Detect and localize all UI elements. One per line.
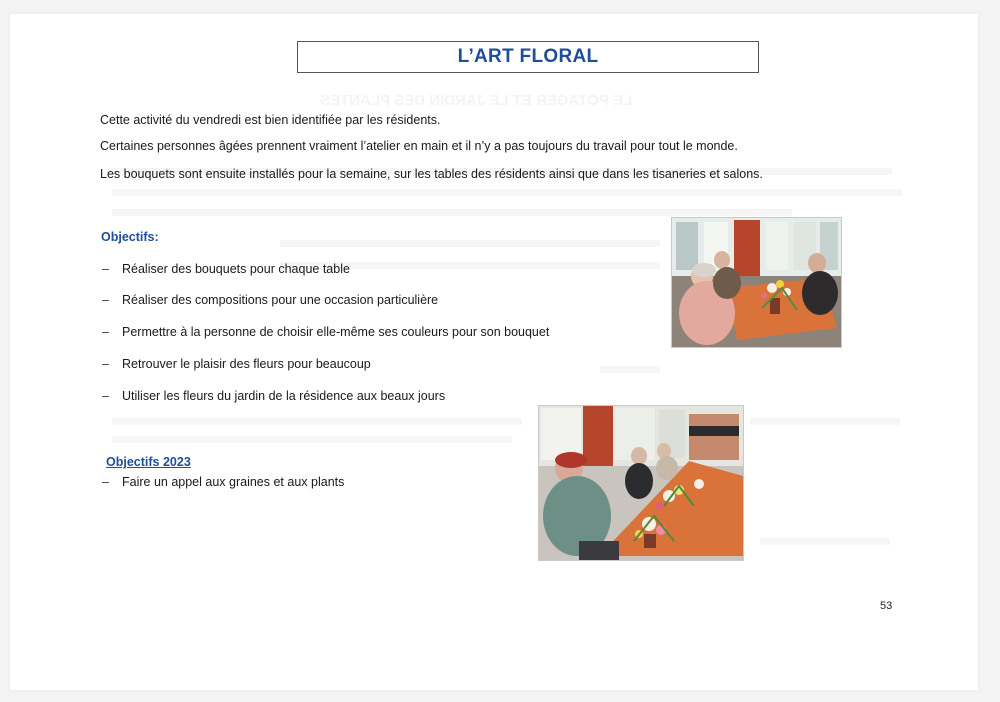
objectifs-2023-heading: Objectifs 2023	[106, 455, 191, 469]
list-item-text: Réaliser des bouquets pour chaque table	[122, 262, 350, 276]
bleed-through-text	[320, 92, 632, 109]
intro-paragraph-2: Certaines personnes âgées prennent vraiment l’atelier en main et il n’y a pas toujours du travail pour tout le monde.	[100, 139, 738, 153]
list-item-text: Faire un appel aux graines et aux plants	[122, 475, 345, 489]
bullet-dash: –	[102, 475, 109, 489]
bullet-dash: –	[102, 389, 109, 403]
bleed-through-line	[280, 240, 660, 247]
photo-flower-workshop-2	[538, 405, 744, 561]
bleed-through-line	[112, 189, 902, 196]
page-number: 53	[880, 600, 893, 612]
bleed-through-line	[600, 366, 660, 373]
bullet-dash: –	[102, 262, 109, 276]
list-item-text: Permettre à la personne de choisir elle-même ses couleurs pour son bouquet	[122, 325, 550, 339]
bleed-through-line	[750, 418, 900, 425]
list-item	[102, 325, 549, 339]
bullet-dash: –	[102, 357, 109, 371]
bleed-through-line	[112, 418, 522, 425]
list-item	[102, 262, 350, 276]
photo-illustration	[672, 218, 841, 347]
title-box	[297, 41, 759, 73]
photo-illustration	[539, 406, 743, 560]
photo-flower-workshop-1	[671, 217, 842, 348]
bleed-through-line	[112, 209, 792, 216]
list-item-text: Retrouver le plaisir des fleurs pour beaucoup	[122, 357, 371, 371]
bleed-through-line	[760, 538, 890, 545]
intro-paragraph-1: Cette activité du vendredi est bien identifiée par les résidents.	[100, 113, 441, 127]
list-item	[102, 475, 344, 489]
bullet-dash: –	[102, 325, 109, 339]
list-item	[102, 357, 371, 371]
list-item	[102, 293, 438, 307]
list-item-text: Utiliser les fleurs du jardin de la résidence aux beaux jours	[122, 389, 446, 403]
bullet-dash: –	[102, 293, 109, 307]
objectifs-heading: Objectifs:	[101, 230, 159, 244]
bleed-through-line	[112, 436, 512, 443]
intro-paragraph-3: Les bouquets sont ensuite installés pour la semaine, sur les tables des résidents ainsi que dans les tisaneries et salons.	[100, 167, 763, 181]
list-item	[102, 389, 445, 403]
list-item-text: Réaliser des compositions pour une occasion particulière	[122, 293, 439, 307]
page-title: L’ART FLORAL	[457, 46, 599, 67]
